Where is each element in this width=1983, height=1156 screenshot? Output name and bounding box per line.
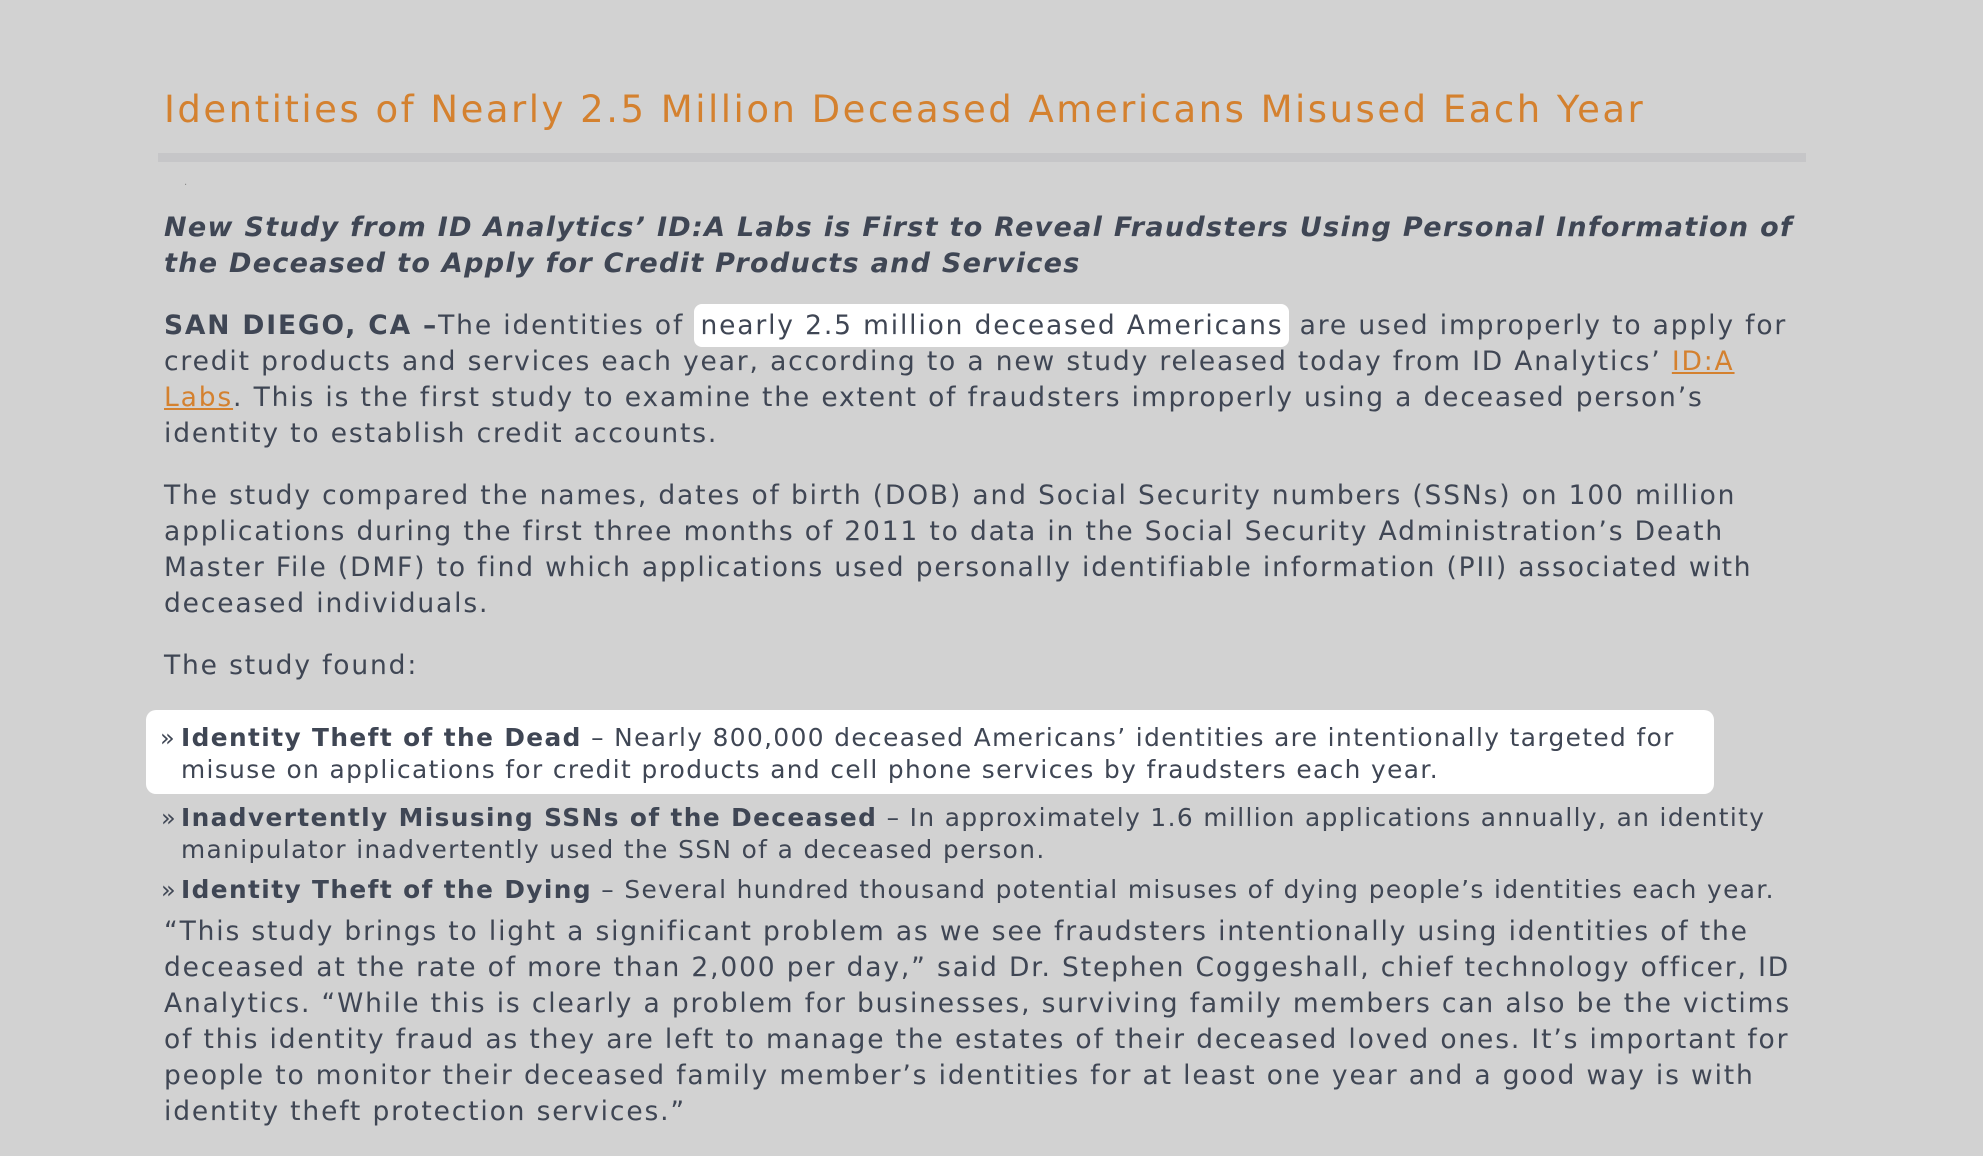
highlighted-phrase: nearly 2.5 million deceased Americans [694, 304, 1289, 347]
article-page [72, 52, 1912, 1127]
ida-labs-link[interactable]: ID:A Labs [164, 346, 1735, 413]
finding-text: – Several hundred thousand potential misuses of dying people’s identities each year. [591, 875, 1775, 904]
article-subheadline: New Study from ID Analytics’ ID:A Labs is First to Reveal Fraudsters Using Personal Information of the Deceased to Apply for Credit Products and Services [164, 212, 1794, 279]
finding-text: – Nearly 800,000 deceased Americans’ identities are intentionally targeted for misuse on applications for credit products and cell phone services by fraudsters each year. [181, 723, 1675, 784]
finding-heading: Identity Theft of the Dying [181, 875, 592, 904]
finding-item [146, 710, 1714, 794]
findings-list [160, 710, 1814, 906]
dateline: SAN DIEGO, CA – [164, 310, 439, 341]
stray-dot: · [184, 180, 188, 191]
executive-quote: “This study brings to light a significant problem as we see fraudsters intentionally using identities of the deceased at the rate of more than 2,000 per day,” said Dr. Stephen Coggeshall, chief technology officer, ID Analytics. “While this is clearly a problem for businesses, surviving family members can also be the victims of this identity fraud as they are left to manage the estates of their deceased loved ones. It’s important for people to monitor their deceased family member’s identities for at least one year and a good way is with identity theft protection services.” [164, 916, 1791, 1127]
title-divider [158, 153, 1806, 162]
findings-intro: The study found: [164, 650, 419, 681]
finding-text: – In approximately 1.6 million applications annually, an identity manipulator inadvertently used the SSN of a deceased person. [181, 803, 1766, 864]
finding-item [161, 802, 1814, 866]
method-paragraph: The study compared the names, dates of birth (DOB) and Social Security numbers (SSNs) on 100 million applications during the first three months of 2011 to data in the Social Security Administration’s Death Master File (DMF) to find which applications used personally identifiable information (PII) associated with deceased individuals. [164, 480, 1753, 619]
intro-text-before: The identities of [438, 310, 695, 341]
finding-heading: Identity Theft of the Dead [181, 723, 582, 752]
intro-text-after: . This is the first study to examine the extent of fraudsters improperly using a deceased person’s identity to establish credit accounts. [164, 382, 1704, 449]
chevron-right-icon: » [161, 804, 178, 832]
article-content [160, 80, 1814, 1156]
intro-paragraph [164, 308, 1814, 452]
chevron-right-icon: » [160, 724, 177, 752]
article-title: Identities of Nearly 2.5 Million Deceased Americans Misused Each Year [164, 88, 1646, 131]
finding-heading: Inadvertently Misusing SSNs of the Deceased [181, 803, 878, 832]
chevron-right-icon: » [161, 876, 178, 904]
intro-text-mid: are used improperly to apply for credit products and services each year, according to a new study released today from ID Analytics’ [164, 310, 1788, 377]
finding-item [161, 874, 1814, 906]
